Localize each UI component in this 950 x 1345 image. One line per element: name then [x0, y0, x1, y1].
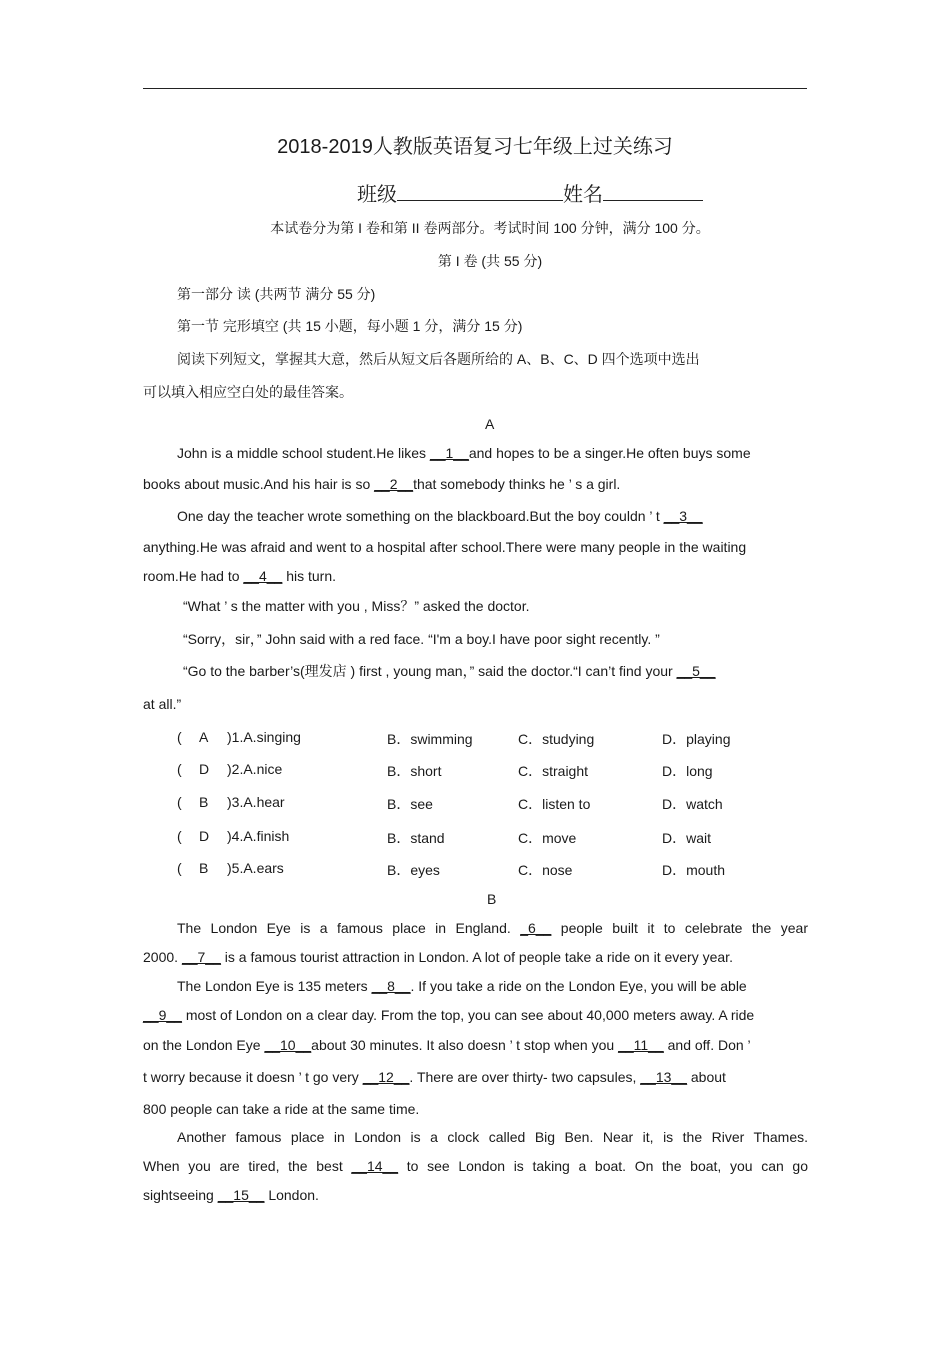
option-c: C．straight — [518, 763, 589, 779]
passage-a-line: “Sorry，sir，” John said with a red face. “I'm a boy.I have poor sight recently. ” — [183, 631, 660, 647]
blank-14: __14__ — [351, 1158, 399, 1174]
option-d: D．wait — [662, 830, 712, 846]
answer-choice[interactable]: B — [199, 794, 209, 810]
question-number: )2.A.nice — [227, 761, 283, 777]
passage-a-line: “What ’ s the matter with you , Miss？” asked the doctor. — [183, 598, 530, 614]
blank-1: __1__ — [429, 445, 469, 461]
question-row: ( — [177, 828, 182, 844]
blank-13: __13__ — [640, 1069, 687, 1085]
blank-8: __8__ — [371, 978, 411, 994]
passage-a-line: room.He had to __4__ his turn. — [143, 568, 337, 584]
option-d: D．long — [662, 763, 713, 779]
passage-b-line: t worry because it doesn ’ t go very __12__. There are over thirty- two capsules, __13__ about — [143, 1069, 726, 1085]
passage-b-line: sightseeing __15__ London. — [143, 1187, 319, 1203]
blank-5: __5__ — [676, 663, 716, 679]
passage-a-line: John is a middle school student.He likes __1__and hopes to be a singer.He often buys some — [177, 445, 751, 461]
blank-2: __2__ — [374, 476, 414, 492]
question-number: )1.A.singing — [227, 729, 301, 745]
option-b: B．eyes — [387, 862, 440, 878]
blank-3: __3__ — [663, 508, 703, 524]
passage-a-line: at all.” — [143, 696, 182, 712]
class-label: 班级 — [357, 184, 397, 206]
blank-9: __9__ — [143, 1007, 182, 1023]
blank-10: __10__ — [264, 1037, 312, 1053]
passage-a-line: “Go to the barber’s(理发店 ) first , young man，” said the doctor.“I can’t find your __5__ — [183, 663, 716, 679]
question-row: ( — [177, 794, 182, 810]
option-b: B．stand — [387, 830, 445, 846]
option-d: D．mouth — [662, 862, 726, 878]
passage-b-label: B — [487, 891, 497, 907]
blank-12: __12__ — [362, 1069, 410, 1085]
option-c: C．listen to — [518, 796, 591, 812]
passage-b-line: __9__ most of London on a clear day. From the top, you can see about 40,000 meters away. A ride — [143, 1007, 755, 1023]
blank-6: _6__ — [520, 920, 552, 936]
option-b: B．see — [387, 796, 433, 812]
blank-15: __15__ — [217, 1187, 265, 1203]
passage-b-line: The London Eye is a famous place in England. _6__ people built it to celebrate the year — [177, 920, 808, 936]
passage-b-line: The London Eye is 135 meters __8__. If you take a ride on the London Eye, you will be able — [177, 978, 747, 994]
option-d: D．playing — [662, 731, 731, 747]
question-row: ( — [177, 761, 182, 777]
part1-heading: 第一部分 读 (共两节 满分 55 分) — [177, 286, 376, 302]
instruction-line2: 可以填入相应空白处的最佳答案。 — [143, 384, 353, 400]
blank-4: __4__ — [243, 568, 283, 584]
class-name-line — [0, 178, 950, 207]
page-title: 2018-2019人教版英语复习七年级上过关练习 — [277, 136, 673, 158]
instruction-line1: 阅读下列短文，掌握其大意，然后从短文后各题所给的 A、B、C、D 四个选项中选出 — [177, 351, 700, 367]
option-d: D．watch — [662, 796, 723, 812]
section1-heading: 第一节 完形填空 (共 15 小题，每小题 1 分，满分 15 分) — [177, 318, 523, 334]
name-label: 姓名 — [563, 184, 603, 206]
blank-7: __7__ — [181, 949, 221, 965]
option-c: C．studying — [518, 731, 595, 747]
passage-a-label: A — [485, 416, 495, 432]
option-b: B．short — [387, 763, 442, 779]
passage-a-line: anything.He was afraid and went to a hospital after school.There were many people in the waiting — [143, 539, 747, 555]
passage-b-line: on the London Eye __10__about 30 minutes. It also doesn ’ t stop when you __11__ and off. Don ’ — [143, 1037, 751, 1053]
option-c: C．nose — [518, 862, 573, 878]
question-number: )3.A.hear — [227, 794, 285, 810]
question-row: ( — [177, 729, 182, 745]
volume-heading: 第 I 卷 (共 55 分) — [437, 253, 543, 269]
passage-a-line: One day the teacher wrote something on the blackboard.But the boy couldn ’ t __3__ — [177, 508, 703, 524]
passage-b-line: Another famous place in London is a clock called Big Ben. Near it, is the River Thames. — [177, 1129, 808, 1145]
answer-choice[interactable]: D — [199, 828, 210, 844]
header-rule — [143, 88, 807, 89]
exam-intro: 本试卷分为第 I 卷和第 II 卷两部分。考试时间 100 分钟，满分 100 分。 — [270, 220, 710, 236]
answer-choice[interactable]: D — [199, 761, 210, 777]
question-number: )5.A.ears — [227, 860, 284, 876]
blank-11: __11__ — [618, 1037, 664, 1053]
question-number: )4.A.finish — [227, 828, 290, 844]
option-b: B．swimming — [387, 731, 473, 747]
option-c: C．move — [518, 830, 577, 846]
name-blank[interactable] — [603, 180, 703, 201]
passage-b-line: When you are tired, the best __14__ to see London is taking a boat. On the boat, you can go — [143, 1158, 808, 1174]
class-blank[interactable] — [397, 180, 563, 201]
answer-choice[interactable]: B — [199, 860, 209, 876]
passage-b-line: 2000. __7__ is a famous tourist attraction in London. A lot of people take a ride on it every year. — [143, 949, 733, 965]
passage-b-line: 800 people can take a ride at the same time. — [143, 1101, 420, 1117]
passage-a-line: books about music.And his hair is so __2__that somebody thinks he ’ s a girl. — [143, 476, 621, 492]
answer-choice[interactable]: A — [199, 729, 209, 745]
question-row: ( — [177, 860, 182, 876]
